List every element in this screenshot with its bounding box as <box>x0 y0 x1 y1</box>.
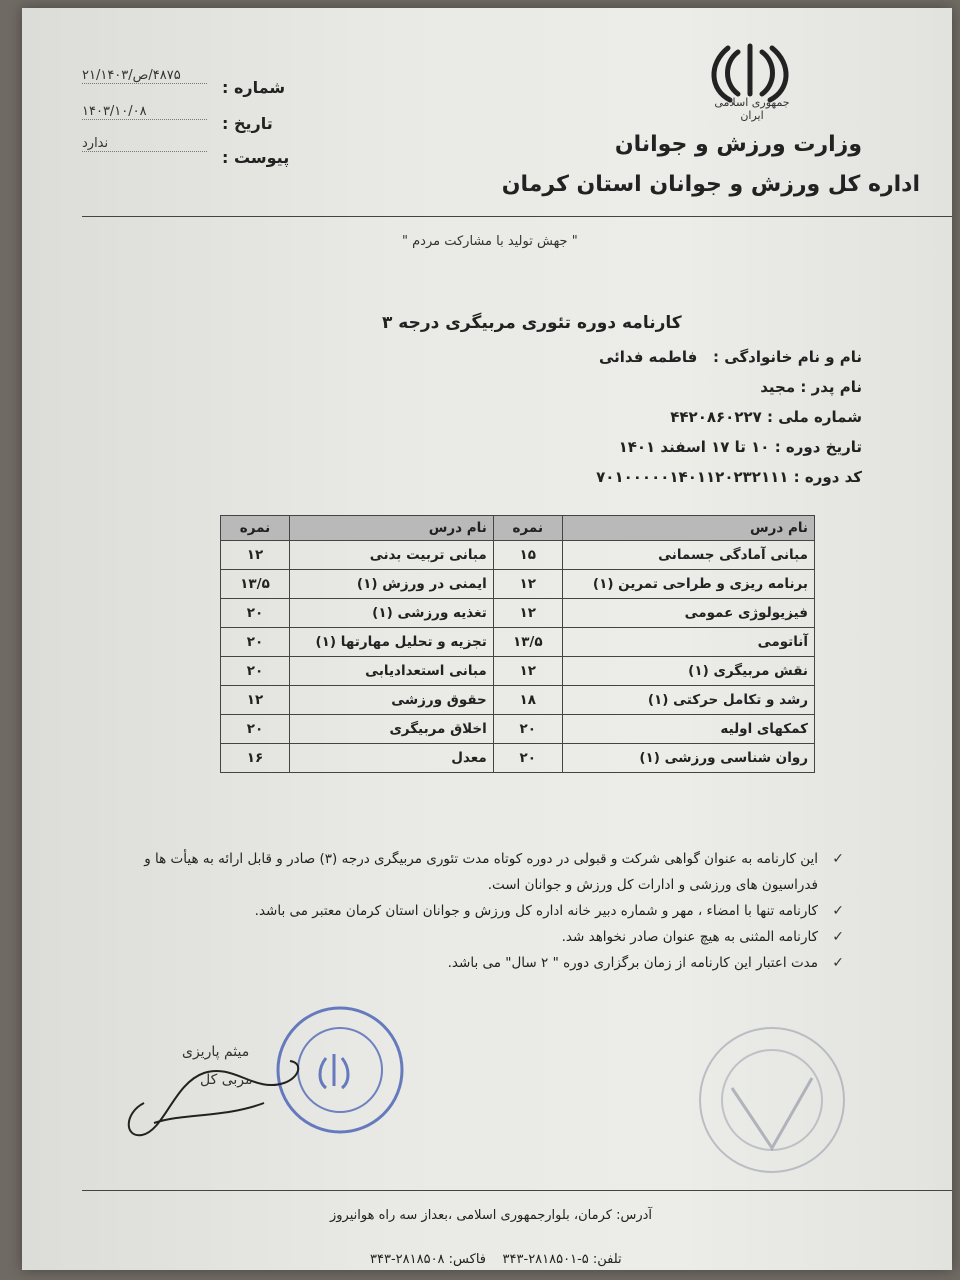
course-grade: ۲۰ <box>493 744 562 773</box>
note-item: ✓ کارنامه المثنی به هیچ عنوان صادر نخواهد شد. <box>122 924 842 950</box>
course-name: ایمنی در ورزش (۱) <box>290 570 494 599</box>
average-grade: ۱۶ <box>221 744 290 773</box>
header-grade-left: نمره <box>221 516 290 541</box>
course-name: نقش مربیگری (۱) <box>562 657 814 686</box>
course-name: مبانی آمادگی جسمانی <box>562 541 814 570</box>
course-name: اخلاق مربیگری <box>290 715 494 744</box>
table-row <box>221 570 815 599</box>
date-label: تاریخ : <box>222 114 273 133</box>
course-name: مبانی تربیت بدنی <box>290 541 494 570</box>
field-course-code: کد دوره : ۷۰۱۰۰۰۰۰۱۴۰۱۱۲۰۲۳۲۱۱۱ <box>596 468 862 486</box>
secretariat-stamp-icon <box>662 1018 862 1188</box>
table-row <box>221 744 815 773</box>
number-value: ۴۸۷۵/ص/۲۱/۱۴۰۳ <box>82 68 207 84</box>
average-label: معدل <box>290 744 494 773</box>
table-row <box>221 628 815 657</box>
table-row <box>221 599 815 628</box>
course-grade: ۱۲ <box>221 541 290 570</box>
table-header-row <box>221 516 815 541</box>
course-name: تغذیه ورزشی (۱) <box>290 599 494 628</box>
course-grade: ۱۲ <box>221 686 290 715</box>
ministry-name: وزارت ورزش و جوانان <box>614 132 862 157</box>
notes-list <box>122 846 842 976</box>
header-course-left: نام درس <box>290 516 494 541</box>
course-grade: ۱۵ <box>493 541 562 570</box>
field-full-name: نام و نام خانوادگی : فاطمه فدائی <box>598 348 862 366</box>
course-grade: ۲۰ <box>221 599 290 628</box>
note-item: ✓ این کارنامه به عنوان گواهی شرکت و قبولی در دوره کوتاه مدت تئوری مربیگری درجه (۳) صادر و قابل ارائه به هیأت ها و فدراسیون های ورزشی و ادارات کل ورزش و جوانان است. <box>122 846 842 898</box>
note-item: ✓ کارنامه تنها با امضاء ، مهر و شماره دبیر خانه اداره کل ورزش و جوانان استان کرمان معتبر می باشد. <box>122 898 842 924</box>
course-grade: ۱۳/۵ <box>221 570 290 599</box>
field-father-name: نام پدر : مجید <box>760 378 862 396</box>
course-name: آناتومی <box>562 628 814 657</box>
course-grade: ۱۲ <box>493 570 562 599</box>
grades-table <box>220 515 815 773</box>
course-name: برنامه ریزی و طراحی تمرین (۱) <box>562 570 814 599</box>
letter-paper <box>22 8 952 1270</box>
field-course-date: تاریخ دوره : ۱۰ تا ۱۷ اسفند ۱۴۰۱ <box>618 438 862 456</box>
table-row <box>221 715 815 744</box>
header-divider <box>82 216 952 217</box>
slogan: " جهش تولید با مشارکت مردم " <box>402 234 578 249</box>
table-row <box>221 541 815 570</box>
note-item: ✓ مدت اعتبار این کارنامه از زمان برگزاری دوره " ۲ سال" می باشد. <box>122 950 842 976</box>
course-grade: ۲۰ <box>221 628 290 657</box>
check-icon: ✓ <box>832 929 844 945</box>
footer-address: آدرس: کرمان، بلوارجمهوری اسلامی ،بعداز سه راه هوانیروز <box>330 1208 652 1223</box>
attachment-value: ندارد <box>82 136 207 152</box>
course-grade: ۱۸ <box>493 686 562 715</box>
course-name: روان شناسی ورزشی (۱) <box>562 744 814 773</box>
check-icon: ✓ <box>832 955 844 971</box>
course-grade: ۲۰ <box>221 657 290 686</box>
header-grade-right: نمره <box>493 516 562 541</box>
course-name: مبانی استعدادیابی <box>290 657 494 686</box>
footer-divider <box>82 1190 952 1191</box>
header-course-right: نام درس <box>562 516 814 541</box>
emblem-caption: جمهوری اسلامی ایران <box>714 96 790 122</box>
course-grade: ۱۲ <box>493 657 562 686</box>
footer-fax: فاکس: ۲۸۱۸۵۰۸-۳۴۳ <box>370 1252 486 1267</box>
course-grade: ۱۳/۵ <box>493 628 562 657</box>
field-national-id: شماره ملی : ۴۴۲۰۸۶۰۲۲۷ <box>670 408 862 426</box>
course-name: حقوق ورزشی <box>290 686 494 715</box>
course-grade: ۱۲ <box>493 599 562 628</box>
signer-role: مربی کل <box>200 1072 253 1088</box>
table-row <box>221 686 815 715</box>
date-value: ۱۴۰۳/۱۰/۰۸ <box>82 104 207 120</box>
course-name: رشد و تکامل حرکتی (۱) <box>562 686 814 715</box>
office-name: اداره کل ورزش و جوانان استان کرمان <box>501 172 920 197</box>
attachment-label: پیوست : <box>222 148 290 167</box>
document-title: کارنامه دوره تئوری مربیگری درجه ۳ <box>382 313 682 333</box>
footer-phone: تلفن: ۵-۲۸۱۸۵۰۱-۳۴۳ <box>502 1252 622 1267</box>
number-label: شماره : <box>222 78 286 97</box>
signer-name: میثم پاریزی <box>182 1044 250 1060</box>
course-name: کمکهای اولیه <box>562 715 814 744</box>
course-name: فیزیولوژی عمومی <box>562 599 814 628</box>
check-icon: ✓ <box>832 903 844 919</box>
course-grade: ۲۰ <box>221 715 290 744</box>
footer-contact <box>370 1252 622 1267</box>
check-icon: ✓ <box>832 851 844 867</box>
course-name: تجزیه و تحلیل مهارتها (۱) <box>290 628 494 657</box>
table-row <box>221 657 815 686</box>
course-grade: ۲۰ <box>493 715 562 744</box>
